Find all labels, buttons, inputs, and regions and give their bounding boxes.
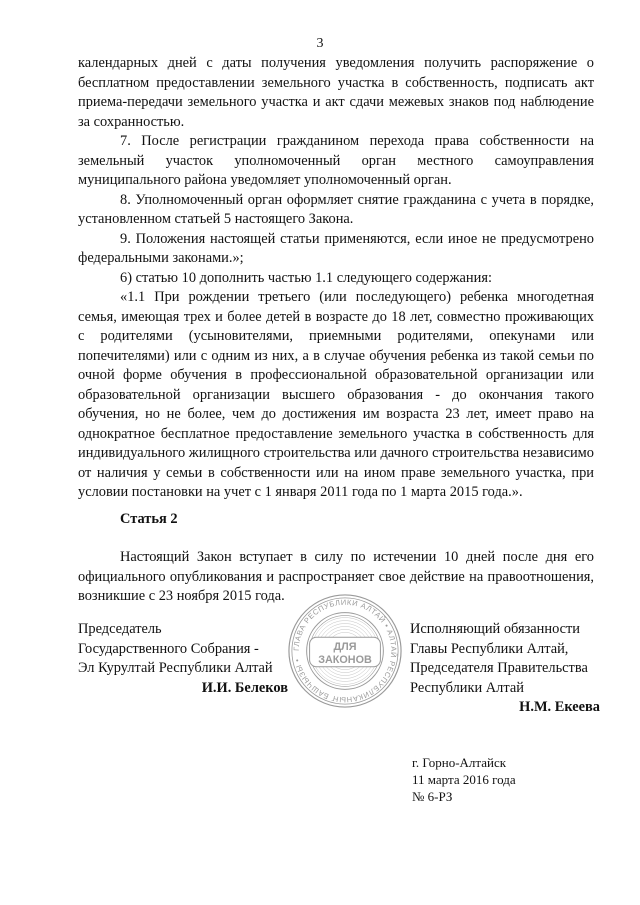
signature-left-line: Государственного Собрания -	[78, 640, 259, 657]
stamp-ring-text: ГЛАВА РЕСПУБЛИКИ АЛТАЙ • АЛТАЙ РЕСПУБЛИКАНЫҤ БАШЧЫЗЫ •	[291, 597, 399, 705]
article-2-heading: Статья 2	[120, 510, 178, 527]
stamp-text-dlya: ДЛЯ	[333, 641, 357, 654]
paragraph-continuation: календарных дней с даты получения уведомления получить распоряжение о бесплатном предоставлении земельного участка в собственность, подписать акт приема-передачи земельного участка и акт сдачи межевых знаков под наблюдение за сохранностью.	[78, 55, 594, 130]
signature-left-line: Эл Курултай Республики Алтай	[78, 660, 273, 676]
signature-block-right	[410, 620, 600, 718]
stamp-text-zakonov: ЗАКОНОВ	[318, 653, 372, 666]
paragraph-7: 7. После регистрации гражданином перехода права собственности на земельный участок уполномоченный орган местного самоуправления муниципального района уведомляет уполномоченный орган.	[78, 133, 594, 188]
paragraph-amendment-6: 6) статью 10 дополнить частью 1.1 следующего содержания:	[120, 269, 492, 286]
paragraph-9: 9. Положения настоящей статьи применяются, если иное не предусмотрено федеральными законами.»;	[78, 230, 594, 266]
official-stamp	[286, 592, 404, 710]
signature-block-left	[78, 620, 288, 698]
signature-left-line: Председатель	[78, 621, 162, 637]
paragraph-8: 8. Уполномоченный орган оформляет снятие гражданина с учета в порядке, установленном статьей 5 настоящего Закона.	[78, 191, 594, 227]
page-number: 3	[316, 36, 324, 51]
paragraph-part-1-1: «1.1 При рождении третьего (или последующего) ребенка многодетная семья, имеющая трех и более детей в возрасте до 18 лет, совместно проживающих с родителями (усыновителями, приемными родителями, опекунами или попечителями) или с одним из них, а в случае обучения ребенка из такой семьи по очной форме обучения в профессиональной образовательной организации или образовательной организации высшего образования - до окончания такого обучения, но не более, чем до достижения им возраста 23 лет, имеет право на однократное бесплатное предоставление земельного участка в собственность для индивидуального жилищного строительства или дачного строительства независимо от наличия у семьи в собственности или на ином праве земельного участка, при условии постановки на учет с 1 января 2011 года по 1 марта 2015 года.».	[78, 289, 594, 500]
signature-right-line: Республики Алтай	[410, 679, 524, 696]
footer-date: 11 марта 2016 года	[412, 772, 516, 787]
signature-right-line: Главы Республики Алтай,	[410, 640, 569, 657]
signature-right-line: Председателя Правительства	[410, 660, 588, 676]
footer-place: г. Горно-Алтайск	[412, 755, 507, 770]
signature-right-line: Исполняющий обязанности	[410, 621, 581, 637]
document-body	[78, 54, 594, 607]
signature-left-name: И.И. Белеков	[201, 679, 288, 696]
signature-right-name: Н.М. Екеева	[519, 699, 600, 715]
footer-number: № 6-РЗ	[412, 789, 453, 804]
document-footer	[412, 754, 516, 805]
article-2-text: Настоящий Закон вступает в силу по истечении 10 дней после дня его официального опубликования и распространяет свое действие на правоотношения, возникшие с 23 ноября 2015 года.	[78, 549, 594, 604]
